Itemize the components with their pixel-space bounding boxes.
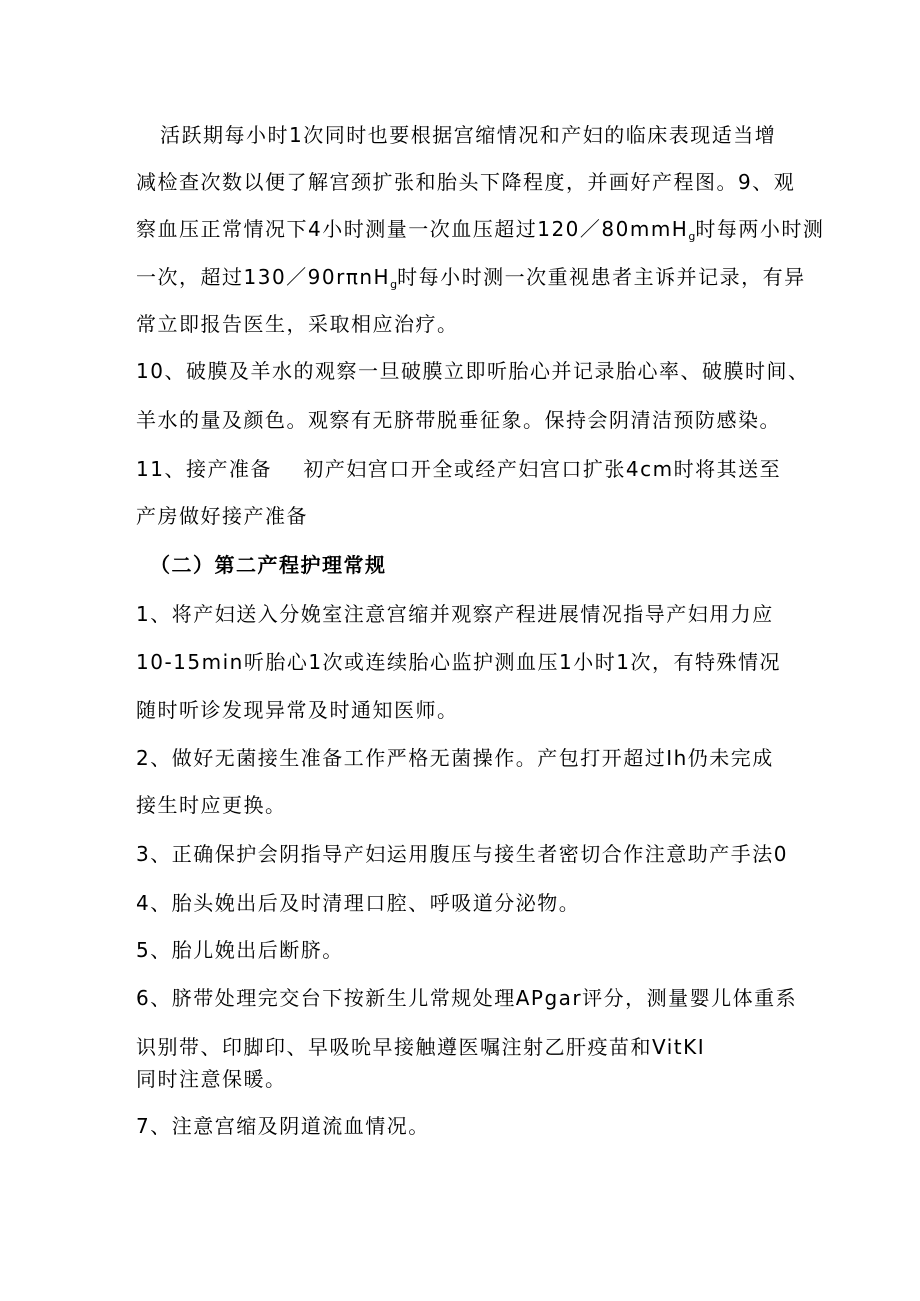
paragraph-line — [136, 263, 806, 299]
text-run: 察血压正常情况下4小时测量一次血压超过120／80mmH — [136, 217, 689, 241]
section-heading: （二）第二产程护理常规 — [150, 553, 387, 577]
subscript: g — [688, 230, 696, 243]
paragraph-line: 10-15min听胎心1次或连续胎心监护测血压1小时1次，有特殊情况 — [136, 650, 782, 674]
paragraph-line: 识别带、印脚印、早吸吮早接触遵医嘱注射乙肝疫苗和VitKI — [136, 1035, 706, 1059]
paragraph-line: 11、接产准备 初产妇宫口开全或经产妇宫口扩张4cm时将其送至 — [136, 457, 782, 481]
paragraph-line — [136, 215, 824, 251]
paragraph-line: 3、正确保护会阴指导产妇运用腹压与接生者密切合作注意助产手法0 — [136, 842, 788, 866]
text-run: 一次，超过130／90rπnH — [136, 265, 391, 289]
paragraph-line: 减检查次数以便了解宫颈扩张和胎头下降程度，并画好产程图。9、观 — [136, 170, 796, 194]
paragraph-line: 常立即报告医生，采取相应治疗。 — [136, 312, 459, 336]
paragraph-line: 同时注意保暖。 — [136, 1067, 287, 1091]
paragraph-line: 7、注意宫缩及阴道流血情况。 — [136, 1114, 430, 1138]
paragraph-line: 活跃期每小时1次同时也要根据宫缩情况和产妇的临床表现适当增 — [160, 123, 777, 147]
paragraph-line: 接生时应更换。 — [136, 793, 287, 817]
paragraph-line: 产房做好接产准备 — [136, 504, 308, 528]
text-run: 时每小时测一次重视患者主诉并记录，有异 — [397, 265, 806, 289]
paragraph-line: 6、脐带处理完交台下按新生儿常规处理APgar评分，测量婴儿体重系 — [136, 986, 798, 1010]
paragraph-line: 4、胎头娩出后及时清理口腔、呼吸道分泌物。 — [136, 891, 581, 915]
paragraph-line: 10、破膜及羊水的观察一旦破膜立即听胎心并记录胎心率、破膜时间、 — [136, 359, 810, 383]
paragraph-line: 随时听诊发现异常及时通知医师。 — [136, 698, 459, 722]
paragraph-line: 1、将产妇送入分娩室注意宫缩并观察产程进展情况指导产妇用力应 — [136, 602, 774, 626]
subscript: g — [390, 278, 398, 291]
paragraph-line: 羊水的量及颜色。观察有无脐带脱垂征象。保持会阴清洁预防感染。 — [136, 408, 781, 432]
text-run: 时每两小时测 — [695, 217, 825, 241]
paragraph-line: 2、做好无菌接生准备工作严格无菌操作。产包打开超过Ih仍未完成 — [136, 746, 774, 770]
paragraph-line: 5、胎儿娩出后断脐。 — [136, 938, 344, 962]
